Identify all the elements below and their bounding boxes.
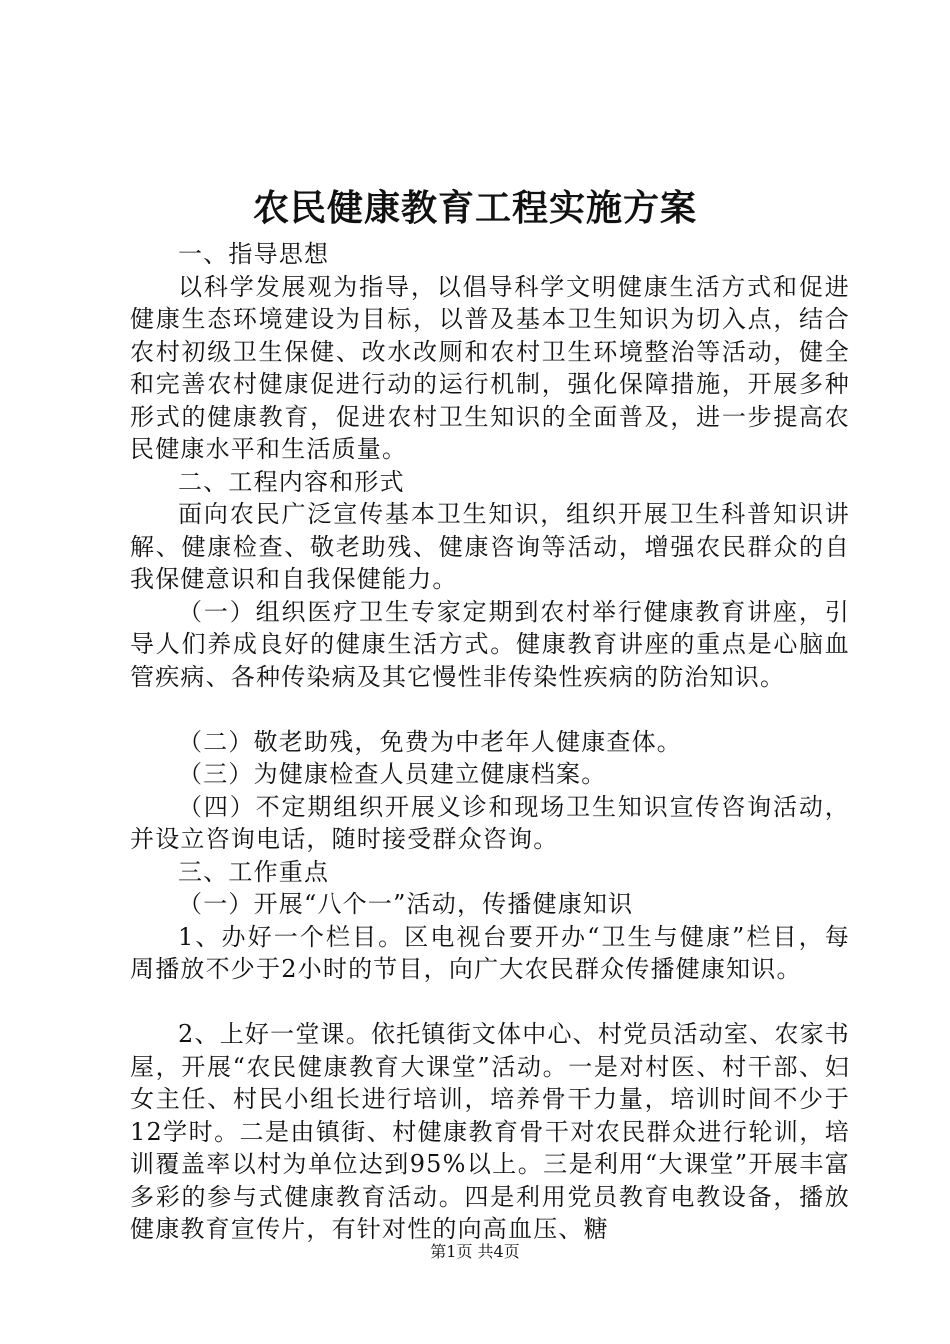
subsection-heading: （一）开展“八个一”活动，传播健康知识 — [178, 890, 634, 918]
paragraph: 以科学发展观为指导，以倡导科学文明健康生活方式和促进健康生态环境建设为目标，以普及基本卫生知识为切入点，结合农村初级卫生保健、改水改厕和农村卫生环境整治等活动，健全和完善农村健康促进行动的运行机制，强化保障措施，开展多种形式的健康教育，促进农村卫生知识的全面普及，进一步提高农民健康水平和生活质量。 — [130, 272, 850, 463]
document-title: 农民健康教育工程实施方案 — [252, 187, 697, 229]
section-heading: 二、工程内容和形式 — [178, 467, 405, 496]
section-heading: 一、指导思想 — [178, 240, 330, 268]
paragraph: （二）敬老助残，免费为中老年人健康查体。 — [178, 727, 682, 756]
paragraph: （三）为健康检查人员建立健康档案。 — [178, 760, 607, 788]
page-footer: 第1页 共4页 — [430, 1242, 520, 1261]
paragraph: 面向农民广泛宣传基本卫生知识，组织开展卫生科普知识讲解、健康检查、敬老助残、健康咨询等活动，增强农民群众的自我保健意识和自我保健能力。 — [130, 500, 850, 593]
paragraph: 1、办好一个栏目。区电视台要开办“卫生与健康”栏目，每周播放不少于2小时的节目，向广大农民群众传播健康知识。 — [130, 922, 850, 983]
document-body — [130, 238, 850, 1246]
paragraph: 2、上好一堂课。依托镇街文体中心、村党员活动室、农家书屋，开展“农民健康教育大课堂”活动。一是对村医、村干部、妇女主任、村民小组长进行培训，培养骨干力量，培训时间不少于12学时。二是由镇街、村健康教育骨干对农民群众进行轮训，培训覆盖率以村为单位达到95%以上。三是利用“大课堂”开展丰富多彩的参与式健康教育活动。四是利用党员教育电教设备，播放健康教育宣传片，有针对性的向高血压、糖 — [130, 1020, 850, 1243]
paragraph: （一）组织医疗卫生专家定期到农村举行健康教育讲座，引导人们养成良好的健康生活方式。健康教育讲座的重点是心脑血管疾病、各种传染病及其它慢性非传染性疾病的防治知识。 — [130, 597, 850, 691]
section-heading: 三、工作重点 — [178, 857, 330, 886]
paragraph: （四）不定期组织开展义诊和现场卫生知识宣传咨询活动，并设立咨询电话，随时接受群众咨询。 — [130, 792, 850, 853]
